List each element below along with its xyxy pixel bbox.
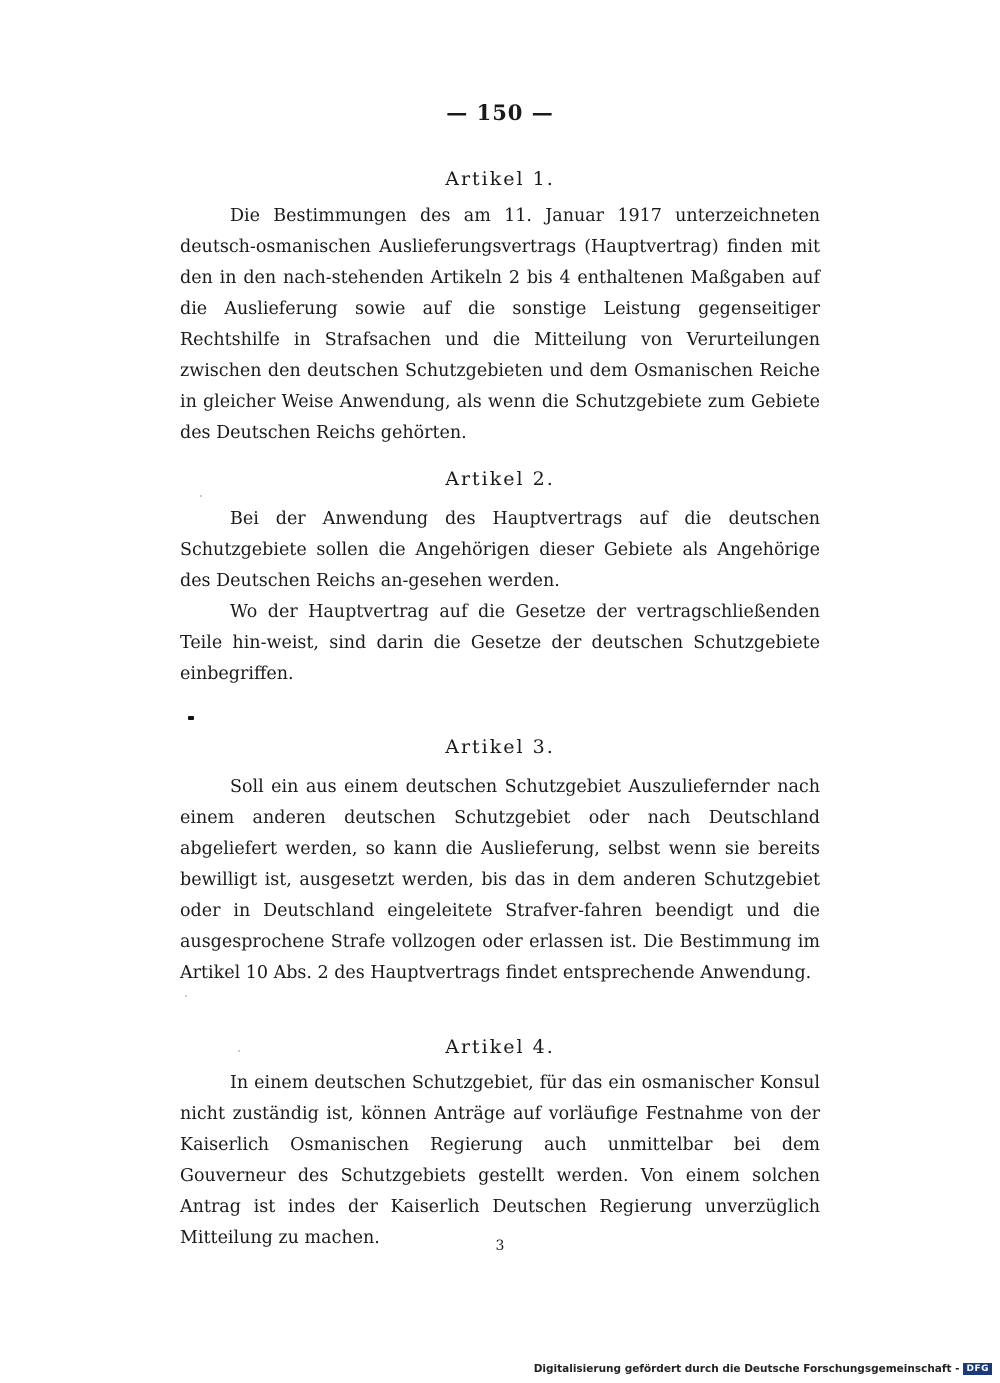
paper-speck [185,995,187,997]
signature-mark: 3 [495,1238,505,1254]
article-3-paragraph-1: Soll ein aus einem deutschen Schutzgebiet Auszuliefernder nach einem anderen deutschen Schutzgebiet oder nach Deutschland abgeliefert werden, so kann die Auslieferung, selbst wenn sie bereits bewilligt ist, ausgesetzt werden, bis das in dem anderen Schutzgebiet oder in Deutschland eingeleitete Strafver-fahren beendigt und die ausgesprochene Strafe vollzogen oder erlassen ist. Die Bestimmung im Artikel 10 Abs. 2 des Hauptvertrags findet entsprechende Anwendung. [180,777,820,983]
paper-speck [200,495,202,497]
article-3-heading: Artikel 3. [445,736,555,758]
article-2-paragraph-2: Wo der Hauptvertrag auf die Gesetze der vertragschließenden Teile hin-weist, sind darin die Gesetze der deutschen Schutzgebiete einbegriffen. [180,602,820,684]
article-2-heading: Artikel 2. [445,468,555,490]
paper-speck [238,1050,240,1052]
article-2-paragraph-1: Bei der Anwendung des Hauptvertrags auf die deutschen Schutzgebiete sollen die Angehörigen dieser Gebiete als Angehörige des Deutschen Reichs an-gesehen werden. [180,509,820,591]
dfg-logo-icon: DFG [963,1363,992,1375]
page-number: — 150 — [446,100,554,125]
article-1-paragraph-1: Die Bestimmungen des am 11. Januar 1917 unterzeichneten deutsch-osmanischen Auslieferungsvertrags (Hauptvertrag) finden mit den in den nach-stehenden Artikeln 2 bis 4 enthaltenen Maßgaben auf die Auslieferung sowie auf die sonstige Leistung gegenseitiger Rechtshilfe in Strafsachen und die Mitteilung von Verurteilungen zwischen den deutschen Schutzgebieten und dem Osmanischen Reiche in gleicher Weise Anwendung, als wenn die Schutzgebiete zum Gebiete des Deutschen Reichs gehörten. [180,206,820,443]
digitization-footer [534,1363,992,1375]
footer-text: Digitalisierung gefördert durch die Deutsche Forschungsgemeinschaft - [533,1363,960,1375]
ink-mark [188,716,194,720]
article-4-heading: Artikel 4. [445,1036,555,1058]
article-1-heading: Artikel 1. [445,168,555,190]
article-4-paragraph-1: In einem deutschen Schutzgebiet, für das ein osmanischer Konsul nicht zuständig ist, können Anträge auf vorläufige Festnahme von der Kaiserlich Osmanischen Regierung auch unmittelbar bei dem Gouverneur des Schutzgebiets gestellt werden. Von einem solchen Antrag ist indes der Kaiserlich Deutschen Regierung unverzüglich Mitteilung zu machen. [180,1073,820,1248]
